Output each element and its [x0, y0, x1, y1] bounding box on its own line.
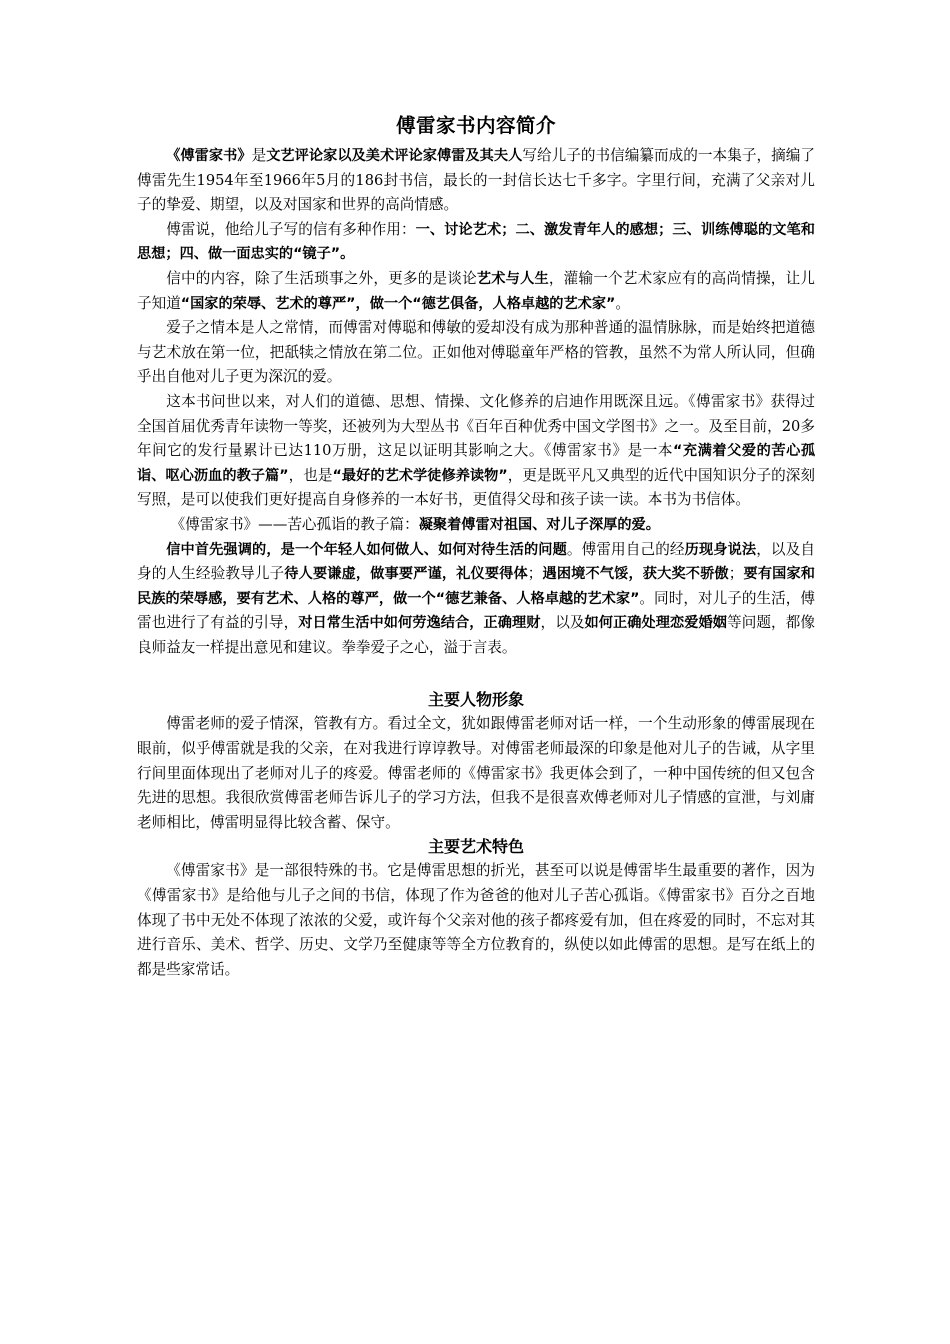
- art-paragraph: 《傅雷家书》是一部很特殊的书。它是傅雷思想的折光，甚至可以说是傅雷毕生最重要的著作，因为《傅雷家书》是给他与儿子之间的书信，体现了作为爸爸的他对儿子苦心孤诣。《傅雷家书》百分之百地体现了书中无处不体现了浓浓的父爱，或许每个父亲对他的孩子都疼爱有加，但在疼爱的同时，不忘对其进行音乐、美术、哲学、历史、文学乃至健康等等全方位教育的，纵使以如此傅雷的思想。是写在纸上的都是些家常话。: [137, 862, 815, 978]
- intro-paragraph-6: [137, 513, 815, 538]
- intro-paragraph-7: [137, 538, 815, 661]
- text: ，也是: [288, 466, 333, 484]
- intro-paragraph-5: [137, 390, 815, 513]
- bold-text: 如何正确处理恋爱婚姻: [584, 615, 728, 632]
- bold-text: “最好的艺术学徒修养读物”: [332, 467, 508, 484]
- text: ；: [728, 565, 744, 583]
- text: ，以及自身的人生经验教导儿子: [137, 540, 815, 583]
- bold-text: 对日常生活中如何劳逸结合，正确理财: [298, 615, 541, 632]
- intro-paragraph-4: 爱子之情本是人之常情，而傅雷对傅聪和傅敏的爱却没有成为那种普通的温情脉脉，而是始终把道德与艺术放在第一位，把舐犊之情放在第二位。正如他对傅聪童年严格的管教，虽然不为常人所认同，但确乎出自他对儿子更为深沉的爱。: [137, 319, 815, 386]
- text: ，更是既平凡又典型的近代中国知识分子的深刻写照，是可以使我们更好提高自身修养的一本好书，更值得父母和孩子读一读。本书为书信体。: [137, 466, 815, 509]
- document-page: [137, 112, 815, 982]
- text: 。傅雷用自己的经: [566, 540, 685, 558]
- bold-text: 待人要谦虚，做事要严谨，礼仪要得体: [284, 566, 528, 583]
- text: 傅雷说，他给儿子写的信有多种作用：: [166, 220, 416, 238]
- bold-text: 历现身说法: [684, 541, 757, 558]
- bold-text: 遇困境不气馁，获大奖不骄傲: [542, 566, 729, 583]
- intro-paragraph-3: [137, 267, 815, 316]
- text: 等问题，都像良师益友一样提出意见和建议。拳拳爱子之心，溢于言表。: [137, 614, 815, 656]
- text: 。: [615, 294, 630, 312]
- text: 是: [251, 147, 267, 164]
- bold-text: 要有国家和民族的荣辱感，要有艺术、人格的尊严，做一个“德艺兼备、人格卓越的艺术家”: [137, 566, 815, 607]
- text: ；: [527, 565, 543, 583]
- text: ，灌输一个艺术家应有的高尚情操，让儿子知道: [137, 269, 815, 312]
- text: 。同时，对儿子的生活，傅雷也进行了有益的引导，: [137, 589, 815, 632]
- section-heading-art: 主要艺术特色: [427, 837, 524, 857]
- bold-text: 一、讨论艺术；二、激发青年人的感想；三、训练傅聪的文笔和思想；四、做一面忠实的“镜子”。: [137, 221, 815, 263]
- text: ，以及: [540, 614, 585, 632]
- intro-paragraph-1: [137, 144, 815, 218]
- bold-text: 凝聚着傅雷对祖国、对儿子深厚的爱。: [418, 516, 660, 533]
- text: 写给儿子的书信编纂而成的一本集子，摘编了傅雷先生1954年至1966年5月的186封书信，最长的一封信长达七千多字。字里行间，充满了父亲对儿子的挚爱、期望，以及对国家和世界的高尚情感。: [137, 147, 815, 214]
- document-title: 傅雷家书内容简介: [395, 114, 556, 137]
- bold-text: 艺术与人生: [476, 270, 549, 287]
- spacer: [137, 660, 815, 688]
- bold-text: 《傅雷家书》: [166, 148, 252, 164]
- bold-text: “国家的荣辱、艺术的尊严”，做一个“德艺俱备，人格卓越的艺术家”: [180, 295, 616, 312]
- bold-text: “充满着父爱的苦心孤诣、呕心沥血的教子篇”: [137, 443, 816, 484]
- text: 这本书问世以来，对人们的道德、思想、情操、文化修养的启迪作用既深且远。《傅雷家书》获得过全国首届优秀青年读物一等奖，还被列为大型丛书《百年百种优秀中国文学图书》之一。及至目前，20多年间它的发行量累计已达110万册，这足以证明其影响之大。《傅雷家书》是一本: [137, 392, 815, 460]
- characters-paragraph: 傅雷老师的爱子情深，管教有方。看过全文，犹如跟傅雷老师对话一样，一个生动形象的傅雷展现在眼前，似乎傅雷就是我的父亲，在对我进行谆谆教导。对傅雷老师最深的印象是他对儿子的告诫，从字里行间里面体现出了老师对儿子的疼爱。傅雷老师的《傅雷家书》我更体会到了，一种中国传统的但又包含先进的思想。我很欣赏傅雷老师告诉儿子的学习方法，但我不是很喜欢傅老师对儿子情感的宣泄，与刘庸老师相比，傅雷明显得比较含蓄、保守。: [137, 715, 815, 831]
- text: 信中的内容，除了生活琐事之外，更多的是谈论: [166, 269, 477, 287]
- bold-text: 文艺评论家以及美术评论家傅雷及其夫人: [266, 148, 523, 164]
- text: 《傅雷家书》——苦心孤诣的教子篇：: [170, 515, 419, 533]
- bold-text: 信中首先强调的，是一个年轻人如何做人、如何对待生活的问题: [166, 541, 567, 558]
- intro-paragraph-2: [137, 218, 815, 267]
- section-heading-characters: 主要人物形象: [427, 690, 524, 710]
